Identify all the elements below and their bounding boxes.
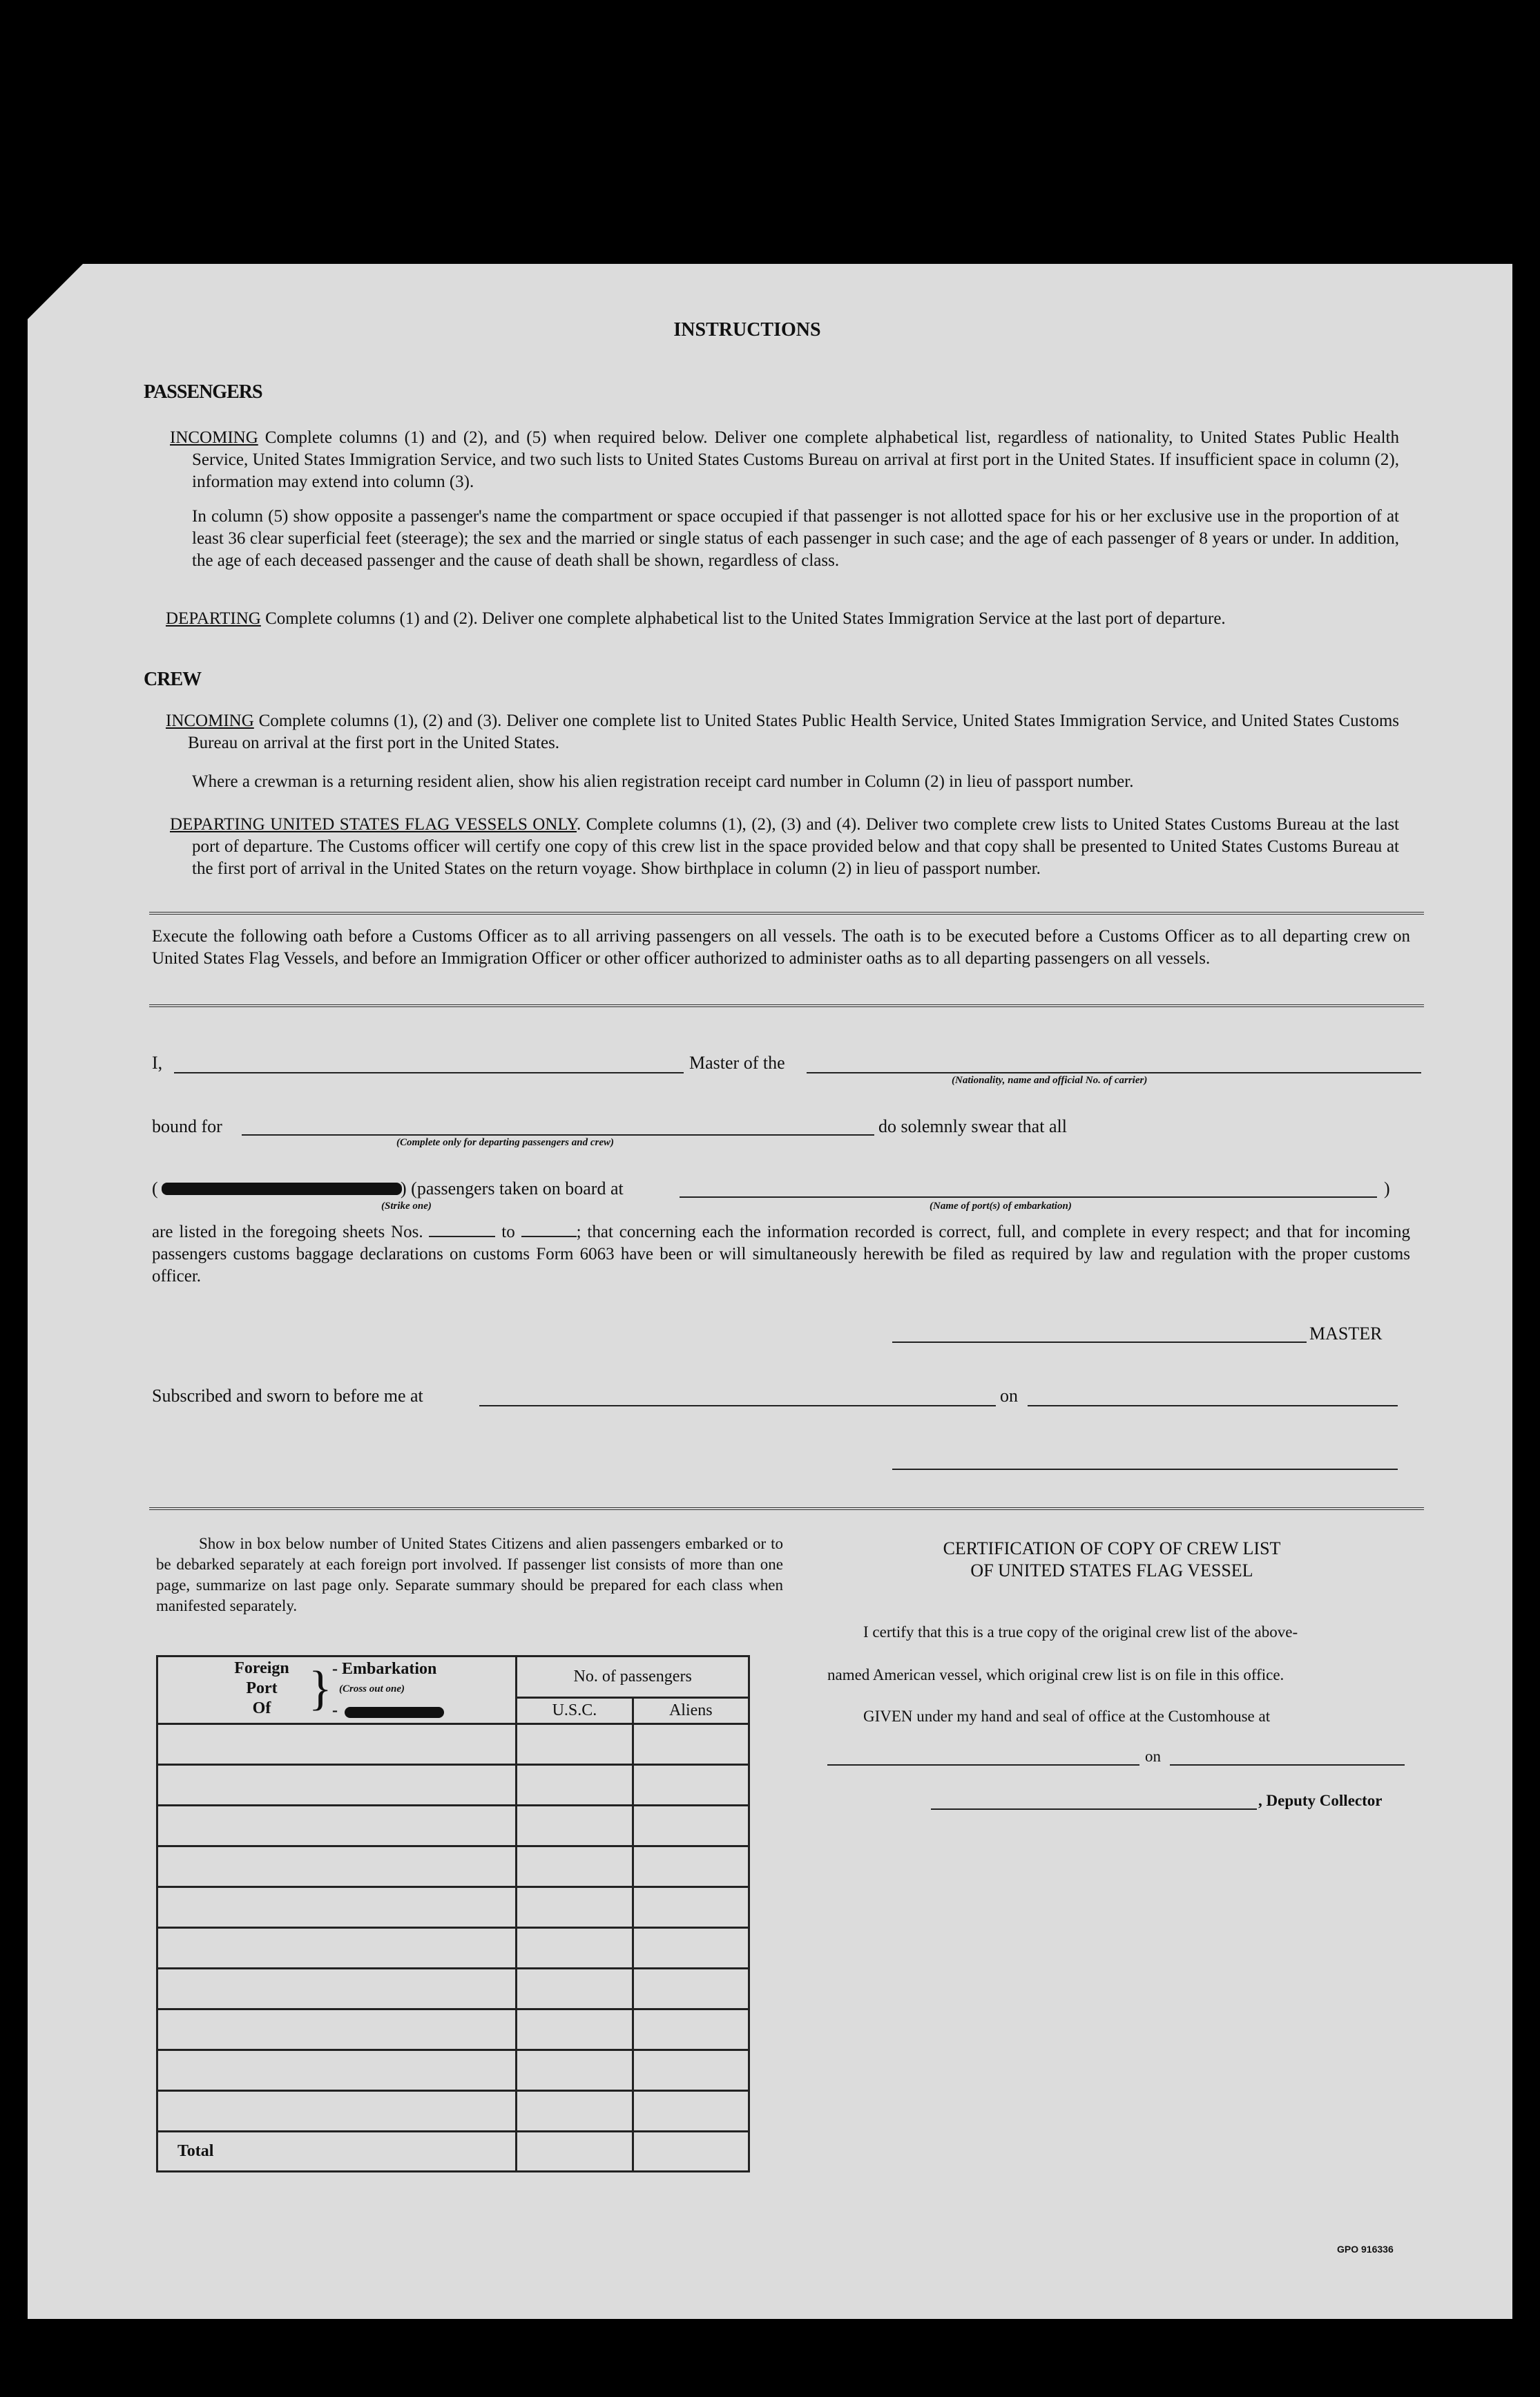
bound-for-field[interactable] bbox=[242, 1134, 874, 1136]
summary-row bbox=[157, 2091, 749, 2132]
certify-line-3: GIVEN under my hand and seal of office at the Customhouse at bbox=[863, 1708, 1271, 1725]
taken-label: ) (passengers taken on board at bbox=[401, 1178, 624, 1198]
carrier-field[interactable] bbox=[807, 1072, 1421, 1073]
passengers-departing-paragraph bbox=[166, 608, 1399, 630]
summary-row bbox=[157, 1846, 749, 1887]
folded-corner bbox=[28, 264, 83, 319]
col-port-line1: Foreign bbox=[234, 1659, 289, 1677]
passengers-column5-paragraph bbox=[192, 506, 1399, 572]
open-paren: ( bbox=[152, 1178, 158, 1198]
port-cell[interactable] bbox=[157, 1928, 517, 1969]
crew-incoming-text: Complete columns (1), (2) and (3). Deliver one complete list to United States Public Health Service, United States Immigration Service, and United States Customs Bureau on arrival at the first port in the United States. bbox=[188, 712, 1399, 752]
total-usc-cell[interactable] bbox=[517, 2132, 633, 2172]
aliens-cell[interactable] bbox=[633, 1887, 749, 1928]
aliens-cell[interactable] bbox=[633, 2009, 749, 2050]
document-page bbox=[28, 264, 1512, 2319]
crew-incoming-paragraph bbox=[166, 710, 1399, 754]
usc-cell[interactable] bbox=[517, 2091, 633, 2132]
crew-departing-text: . Complete columns (1), (2), (3) and (4). Deliver two complete crew lists to United States Customs Bureau at the last port of departure. The Customs officer will certify one copy of this crew list in the space provided below and that copy shall be presented to United States Customs Bureau at the first port of arrival in the United States on the return voyage. Show birthplace in column (2) in lieu of passport number. bbox=[192, 815, 1399, 878]
port-cell[interactable] bbox=[157, 1724, 517, 1765]
aliens-cell[interactable] bbox=[633, 2050, 749, 2091]
sheet-from-field[interactable] bbox=[429, 1222, 495, 1237]
crew-departing-label: DEPARTING UNITED STATES FLAG VESSELS ONLY bbox=[170, 815, 577, 834]
aliens-cell[interactable] bbox=[633, 1765, 749, 1806]
bound-for-label: bound for bbox=[152, 1116, 222, 1136]
customhouse-field[interactable] bbox=[827, 1764, 1139, 1766]
usc-cell[interactable] bbox=[517, 2050, 633, 2091]
summary-text: Show in box below number of United States Citizens and alien passengers embarked or to be debarked separately at each foreign port involved. If passenger list consists of more than one page, summarize on last page only. Separate summary should be prepared for each class when manifested separately. bbox=[156, 1535, 783, 1614]
oath-intro-text: Execute the following oath before a Customs Officer as to all arriving passengers on all vessels. The oath is to be executed before a Customs Officer as to all departing crew on United States Flag Vessels, and before an Immigration Officer or other officer authorized to administer oaths as to all departing passengers on all vessels. bbox=[152, 927, 1410, 968]
usc-cell[interactable] bbox=[517, 1806, 633, 1846]
listed-rest: ; that concerning each the information recorded is correct, full, and complete in every respect; and that for incoming passengers customs baggage declarations on customs Form 6063 have been or will simultaneously herewith be filed as required by law and regulation with the proper customs officer. bbox=[152, 1223, 1411, 1286]
usc-cell[interactable] bbox=[517, 1846, 633, 1887]
oath-i-label: I, bbox=[152, 1053, 163, 1073]
passengers-count-header: No. of passengers bbox=[517, 1656, 749, 1698]
certification-title-line2: OF UNITED STATES FLAG VESSEL bbox=[970, 1560, 1253, 1581]
sworn-place-field[interactable] bbox=[479, 1405, 996, 1406]
col-port-line2: Port bbox=[246, 1679, 278, 1697]
passengers-heading: PASSENGERS bbox=[144, 381, 262, 403]
passengers-departing-label: DEPARTING bbox=[166, 609, 261, 628]
master-name-field[interactable] bbox=[174, 1072, 684, 1073]
usc-header: U.S.C. bbox=[517, 1698, 633, 1724]
port-cell[interactable] bbox=[157, 1765, 517, 1806]
close-paren: ) bbox=[1384, 1178, 1390, 1198]
total-label: Total bbox=[157, 2132, 517, 2172]
port-cell[interactable] bbox=[157, 1969, 517, 2009]
usc-cell[interactable] bbox=[517, 1765, 633, 1806]
port-embarkation-field[interactable] bbox=[680, 1196, 1377, 1198]
deputy-collector-label: , Deputy Collector bbox=[1258, 1792, 1383, 1809]
summary-row bbox=[157, 1724, 749, 1765]
summary-row bbox=[157, 1806, 749, 1846]
passengers-incoming-paragraph bbox=[170, 427, 1399, 493]
strike-hint: (Strike one) bbox=[381, 1201, 432, 1212]
total-aliens-cell[interactable] bbox=[633, 2132, 749, 2172]
summary-row bbox=[157, 1928, 749, 1969]
sworn-on-label: on bbox=[1000, 1386, 1018, 1406]
aliens-cell[interactable] bbox=[633, 1969, 749, 2009]
usc-cell[interactable] bbox=[517, 1969, 633, 2009]
port-cell[interactable] bbox=[157, 1887, 517, 1928]
port-cell[interactable] bbox=[157, 2091, 517, 2132]
crew-heading: CREW bbox=[144, 669, 202, 690]
usc-cell[interactable] bbox=[517, 1887, 633, 1928]
sworn-date-field[interactable] bbox=[1028, 1405, 1398, 1406]
divider-top bbox=[149, 912, 1424, 915]
crew-resident-paragraph bbox=[192, 771, 1399, 793]
strike-redaction bbox=[162, 1183, 402, 1195]
passengers-departing-text: Complete columns (1) and (2). Deliver one complete alphabetical list to the United States Immigration Service at the last port of departure. bbox=[265, 609, 1226, 628]
aliens-cell[interactable] bbox=[633, 1928, 749, 1969]
port-cell[interactable] bbox=[157, 1846, 517, 1887]
to-label: to bbox=[501, 1223, 515, 1241]
port-cell[interactable] bbox=[157, 1806, 517, 1846]
debarkation-redaction bbox=[345, 1707, 444, 1718]
debarkation-dash: - bbox=[332, 1701, 338, 1719]
passengers-column5-text: In column (5) show opposite a passenger's name the compartment or space occupied if that passenger is not allotted space for his or her exclusive use in the proportion of at least 36 clear superficial feet (steerage); the sex and the married or single status of each passenger in such case; and the age of each passenger of 8 years or under. In addition, the age of each deceased passenger and the cause of death shall be shown, regardless of class. bbox=[192, 507, 1399, 570]
usc-cell[interactable] bbox=[517, 1724, 633, 1765]
certify-line-1: I certify that this is a true copy of the original crew list of the above- bbox=[863, 1623, 1298, 1641]
certification-title-line1: CERTIFICATION OF COPY OF CREW LIST bbox=[943, 1538, 1281, 1558]
crew-resident-text: Where a crewman is a returning resident alien, show his alien registration receipt card number in Column (2) in lieu of passport number. bbox=[192, 772, 1134, 791]
master-signature-field[interactable] bbox=[892, 1341, 1307, 1343]
page-title: INSTRUCTIONS bbox=[673, 319, 821, 341]
certification-title bbox=[822, 1538, 1402, 1582]
foreign-port-label bbox=[220, 1659, 303, 1719]
carrier-hint: (Nationality, name and official No. of carrier) bbox=[952, 1075, 1148, 1086]
subscribed-label: Subscribed and sworn to before me at bbox=[152, 1386, 423, 1406]
master-of-label: Master of the bbox=[689, 1053, 785, 1073]
summary-row bbox=[157, 2009, 749, 2050]
port-cell[interactable] bbox=[157, 2050, 517, 2091]
listed-prefix: are listed in the foregoing sheets Nos. bbox=[152, 1223, 423, 1241]
divider-oath bbox=[149, 1004, 1424, 1007]
cross-out-hint: (Cross out one) bbox=[339, 1683, 405, 1694]
summary-row bbox=[157, 1765, 749, 1806]
aliens-cell[interactable] bbox=[633, 2091, 749, 2132]
usc-cell[interactable] bbox=[517, 2009, 633, 2050]
foreign-port-header bbox=[157, 1656, 517, 1724]
embarkation-label: - Embarkation bbox=[332, 1660, 437, 1678]
brace-glyph: } bbox=[309, 1662, 332, 1715]
certify-on-label: on bbox=[1145, 1748, 1161, 1765]
crew-departing-paragraph bbox=[170, 814, 1399, 880]
aliens-cell[interactable] bbox=[633, 1724, 749, 1765]
oath-intro-paragraph bbox=[152, 926, 1410, 970]
usc-cell[interactable] bbox=[517, 1928, 633, 1969]
aliens-cell[interactable] bbox=[633, 1846, 749, 1887]
sheet-to-field[interactable] bbox=[521, 1222, 577, 1237]
passengers-incoming-label: INCOMING bbox=[170, 428, 258, 447]
swear-label: do solemnly swear that all bbox=[878, 1116, 1067, 1136]
aliens-cell[interactable] bbox=[633, 1806, 749, 1846]
certify-date-field[interactable] bbox=[1170, 1764, 1405, 1766]
master-label: MASTER bbox=[1309, 1324, 1383, 1344]
officer-signature-field[interactable] bbox=[892, 1469, 1398, 1470]
listed-paragraph bbox=[152, 1221, 1410, 1288]
summary-paragraph bbox=[156, 1534, 783, 1616]
footer-code: GPO 916336 bbox=[1337, 2244, 1394, 2255]
summary-row bbox=[157, 2050, 749, 2091]
col-port-line3: Of bbox=[252, 1699, 271, 1717]
divider-bottom bbox=[149, 1507, 1424, 1510]
deputy-signature-field[interactable] bbox=[931, 1808, 1257, 1810]
aliens-header: Aliens bbox=[633, 1698, 749, 1724]
bound-for-hint: (Complete only for departing passengers and crew) bbox=[396, 1137, 614, 1148]
passenger-summary-table bbox=[156, 1655, 750, 2172]
crew-incoming-label: INCOMING bbox=[166, 712, 254, 730]
port-hint: (Name of port(s) of embarkation) bbox=[930, 1201, 1072, 1212]
port-cell[interactable] bbox=[157, 2009, 517, 2050]
passengers-incoming-text: Complete columns (1) and (2), and (5) when required below. Deliver one complete alphabetical list, regardless of nationality, to United States Public Health Service, United States Immigration Service, and two such lists to United States Customs Bureau on arrival at first port in the United States. If insufficient space in column (2), information may extend into column (3). bbox=[192, 428, 1399, 491]
certify-line-2: named American vessel, which original crew list is on file in this office. bbox=[827, 1666, 1284, 1683]
summary-row bbox=[157, 1887, 749, 1928]
summary-row bbox=[157, 1969, 749, 2009]
